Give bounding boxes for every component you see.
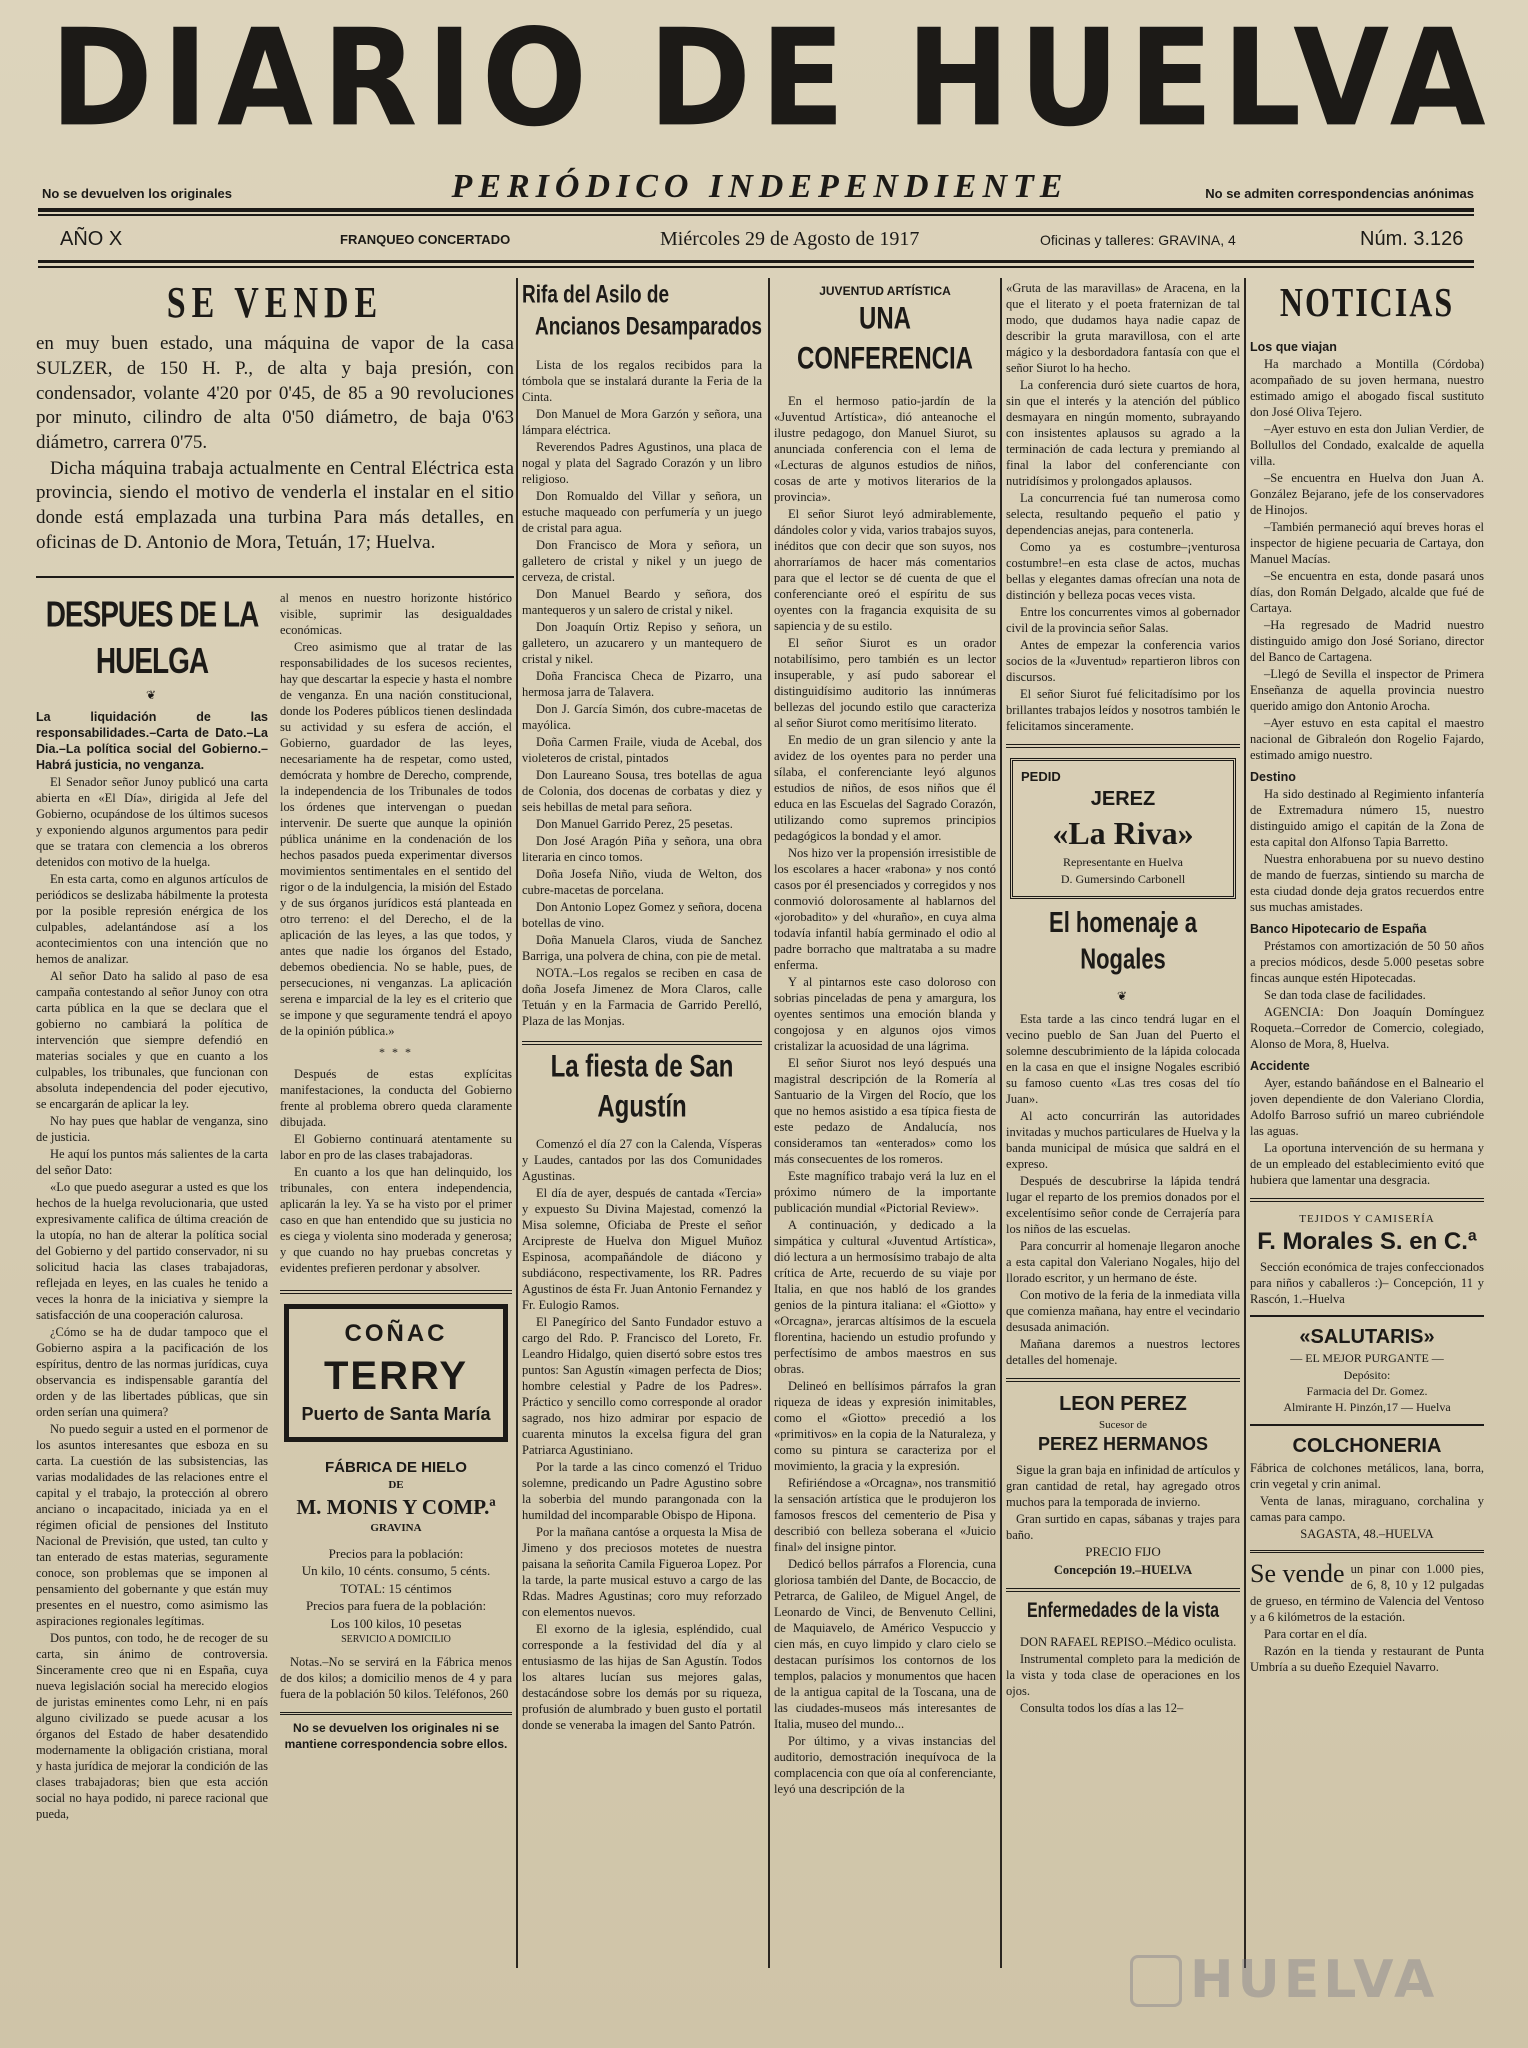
ad-line: Depósito: xyxy=(1343,1367,1391,1382)
ad-line: PRECIO FIJO xyxy=(1085,1544,1161,1560)
ad-line: Precios para la población: xyxy=(328,1545,464,1561)
paragraph: ¿Cómo se ha de dudar tampoco que el Gobierno aspira a la pacificación de los espíritus, dentro de las normas jurídicas, cuya observancia es indispensable garantía del orden y de las libertades públicas, que sin orden serían una quimera? xyxy=(36,1325,268,1420)
library-stamp-icon xyxy=(1130,1955,1182,2007)
paragraph: –Ayer estuvo en esta don Julian Verdier, de Bollullos del Condado, exalcalde de aquella villa. xyxy=(1250,421,1484,468)
paragraph: Doña Francisca Checa de Pizarro, una hermosa jarra de Talavera. xyxy=(522,668,762,699)
ad-text: un pinar con 1.000 pies, de 6, 8, 10 y 12 pulgadas de grueso, en término de Valencia del Ventoso y a 6 kilómetros de la estación. xyxy=(1250,1562,1484,1625)
paragraph: Consulta todos los días a las 12– xyxy=(1020,1701,1184,1716)
originals-note: No se devuelven los originales ni se mantiene correspondencia sobre ellos. xyxy=(284,1721,508,1751)
ad-line: LEON PEREZ xyxy=(1059,1392,1187,1415)
leon-perez-ad xyxy=(1006,1392,1240,1578)
paragraph: La conferencia duró siete cuartos de hora, sin que el interés y la atención del público desmayara en ningún momento, subrayando con insistentes aplausos su agrado a la terminación de cada lectura y premiando al final la labor del conferenciante con nutridísimos y prolongados aplausos. xyxy=(1006,378,1240,488)
ad-text: Venta de lanas, miraguano, corchalina y camas para campo. xyxy=(1250,1494,1484,1525)
paragraph: Por la tarde a las cinco comenzó el Triduo solemne, predicando un Padre Agustino sobre la soberbia del mundo parangonada con la humildad del incomparable Obispo de Hipona. xyxy=(522,1460,762,1523)
rifa-article xyxy=(522,280,762,1980)
fiesta-heading: La fiesta de San Agustín xyxy=(550,1048,734,1124)
paragraph: Don Laureano Sousa, tres botellas de agua de Colonia, dos docenas de corbatas y diez y seis hebillas de metal para señora. xyxy=(522,767,762,814)
paragraph: Delineó en bellísimos párrafos la gran riqueza de ideas y expresión inimitables, como el «Giotto» precedió a los «primitivos» en la copia de la Naturaleza, y como su pintura se caracteriza por el movimiento, la gracia y la expresión. xyxy=(774,1378,996,1473)
paragraph: –Se encuentra en Huelva don Juan A. González Bejarano, jefe de los conservadores de Hinojos. xyxy=(1250,470,1484,517)
ad-line: Sucesor de xyxy=(1099,1419,1147,1432)
franqueo: FRANQUEO CONCERTADO xyxy=(340,232,511,247)
paragraph: Se dan toda clase de facilidades. xyxy=(1264,987,1426,1002)
ad-line: COLCHONERIA xyxy=(1292,1434,1442,1457)
paragraph: El señor Siurot es un orador notabilísimo, pero también es un lector insuperable, y así pudo saborear el distinguidísimo auditorio las innúmeras bellezas del jocundo estilo que caracteriza al señor Siurot como meritísimo literato. xyxy=(774,635,996,730)
noticias-heading: NOTICIAS xyxy=(1279,280,1455,326)
se-vende-text: Dicha máquina trabaja actualmente en Central Eléctrica esta provincia, siendo el motivo de venderla el instalar en el sitio donde está emplazada una turbina Para más detalles, en oficinas de D. Antonio de Mora, Tetuán, 17; Huelva. xyxy=(36,457,514,553)
paragraph: DON RAFAEL REPISO.–Médico oculista. xyxy=(1020,1635,1237,1650)
paragraph: Don Antonio Lopez Gomez y señora, docena botellas de vino. xyxy=(522,899,762,930)
paragraph: Comenzó el día 27 con la Calenda, Vísperas y Laudes, cantados por las dos Comunidades Agustinas. xyxy=(522,1137,762,1184)
ad-line: Un kilo, 10 cénts. consumo, 5 cénts. xyxy=(301,1563,491,1579)
paragraph: Ayer, estando bañándose en el Balneario el joven dependiente de don Valeriano Clordia, Adolfo Barroso sufrió un mareo cubriéndole las aguas. xyxy=(1250,1075,1484,1138)
paragraph: Doña Josefa Niño, viuda de Welton, dos cubre-macetas de porcelana. xyxy=(522,866,762,897)
rule xyxy=(38,214,1474,216)
column-rule xyxy=(768,278,770,1968)
ad-line: Puerto de Santa María xyxy=(301,1404,491,1425)
paragraph: Este magnífico trabajo verá la luz en el próximo número de la importante publicación mundial «Pictorial Review». xyxy=(774,1168,996,1215)
huelga-article xyxy=(36,590,268,1970)
noticias-column xyxy=(1250,280,1484,1980)
paragraph: El Gobierno continuará atentamente su labor en pro de las clases trabajadoras. xyxy=(280,1132,512,1163)
paragraph: Doña Manuela Claros, viuda de Sanchez Barriga, una polvera de china, con pie de metal. xyxy=(522,932,762,963)
paragraph: Al señor Dato ha salido al paso de esa campaña contestando al señor Junoy con otra carta pública en la que se declara que el gobierno no cambiará la política de intervención que siempre defendió en materias sociales y que en cuanto a los culpables, los tribunales, que funcionan con absoluta independencia del poder ejecutivo, se encargarán de aplicar la ley. xyxy=(36,969,268,1112)
jerez-la-riva-ad xyxy=(1010,758,1236,899)
ad-line: PEDID xyxy=(1021,769,1061,784)
paragraph: –Llegó de Sevilla el inspector de Primera Enseñanza de aquella provincia nuestro querido amigo don Antonio Arocha. xyxy=(1250,666,1484,713)
ad-heading: Se vende xyxy=(1250,1559,1345,1589)
paragraph: El exorno de la iglesia, espléndido, cual corresponde a la festividad del día y al entusiasmo de las hijas de San Agustín. Todos los altares lucían sus mejores galas, destacándose sobre los demás por su riqueza, profusión de alumbrado y buen gusto el portatil donde se veneraba la imagen del Santo Patrón. xyxy=(522,1622,762,1733)
paragraph: AGENCIA: Don Joaquín Domínguez Roqueta.–Corredor de Comercio, colegiado, Alonso de Mora, 8, Huelva. xyxy=(1250,1004,1484,1051)
column-rule xyxy=(516,278,518,1968)
ad-line: M. MONIS Y COMP.ª xyxy=(296,1494,496,1519)
paragraph: «Gruta de las maravillas» de Aracena, en la que el literato y el poeta fraternizan de tal modo, que dudamos haya nadie capaz de describir la gruta maravillosa, con el arte mágico y la desbordadora fantasía con que el señor Siurot lo ha hecho. xyxy=(1006,281,1240,375)
paragraph: La concurrencia fué tan numerosa como selecta, resultando pequeño el patio y dependencias anejas, para contenerla. xyxy=(1006,491,1240,537)
paragraph: Don Manuel de Mora Garzón y señora, una lámpara eléctrica. xyxy=(522,406,762,437)
paragraph: Dedicó bellos párrafos a Florencia, cuna gloriosa también del Dante, de Bocaccio, de Petrarca, de Galileo, de Miguel Angel, de Leonardo de Vinci, de Benvenuto Cellini, de Maquiavelo, de Américo Vespuccio y cien más, en cuyo limpido y claro cielo se destacan purísimos los contornos de los templos, palacios y monumentos que hacen de la antigua capital de la Toscana, una de las ciudades-museos más interesantes de Italia, museo del mundo... xyxy=(774,1556,996,1731)
ornament: ❦ xyxy=(145,687,159,702)
ad-text: Para cortar en el día. xyxy=(1264,1627,1368,1642)
conferencia-article xyxy=(774,280,996,1980)
paragraph: Como ya es costumbre–¡venturosa costumbre!–en esta clase de actos, muchas bellas y elegantes damas ofrecían una nota de distinción y belleza pocas veces vista. xyxy=(1006,540,1240,602)
paragraph: Don Manuel Garrido Perez, 25 pesetas. xyxy=(536,816,733,831)
paragraph: Ha marchado a Montilla (Córdoba) acompañado de su joven hermana, nuestro estimado amigo el abogado fiscal sustituto don José Oliva Tejero. xyxy=(1250,356,1484,419)
rule xyxy=(38,266,1474,268)
ad-line: Precios para fuera de la población: xyxy=(305,1598,487,1614)
paragraph: Con motivo de la feria de la inmediata villa que comienza mañana, hay entre el vecindario desusada animación. xyxy=(1006,1287,1240,1334)
dateline xyxy=(40,226,1472,258)
ad-text: Fábrica de colchones metálicos, lana, borra, crin vegetal y crin animal. xyxy=(1250,1461,1484,1492)
conferencia-continuation xyxy=(1006,280,1240,1980)
paragraph: Doña Carmen Fraile, viuda de Acebal, dos violeteros de cristal, pintados xyxy=(522,734,762,765)
ad-line: COÑAC xyxy=(344,1320,448,1348)
offices: Oficinas y talleres: GRAVINA, 4 xyxy=(1040,232,1236,248)
homenaje-heading: El homenaje a Nogales xyxy=(1049,905,1197,975)
paragraph: NOTA.–Los regalos se reciben en casa de doña Josefa Jimenez de Mora Claros, calle Tetuán y en la Farmacia de Garrido Perelló, Plaza de las Monjas. xyxy=(522,965,762,1028)
ad-line: Concepción 19.–HUELVA xyxy=(1053,1562,1193,1577)
paragraph: El Panegírico del Santo Fundador estuvo a cargo del Rdo. P. Francisco del Loreto, Fr. Leandro Hidalgo, quien disertó sobre estos tres puntos: San Agustín «imagen perfecta de Dios; hombre celestial y Padre de los Padres». Práctico y sencillo como corresponde al orador sagrado, nos hizo admirar por espacio de cuarenta minutos la excelsa figura del gran Patriarca Agustiniano. xyxy=(522,1315,762,1458)
huelga-heading: DESPUES DE LA HUELGA xyxy=(45,593,259,681)
paragraph: Instrumental completo para la medición de la vista y toda clase de operaciones en los ojos. xyxy=(1006,1652,1240,1699)
ornament: ❦ xyxy=(1116,989,1130,1004)
paragraph: Después de descubrirse la lápida tendrá lugar el reparto de los premios donados por el excelentísimo señor conde de Cerrajería para los niños de las escuelas. xyxy=(1006,1173,1240,1236)
ad-line: «SALUTARIS» xyxy=(1299,1325,1435,1348)
paragraph: Don J. García Simón, dos cubre-macetas de mayólica. xyxy=(522,701,762,732)
paragraph: –Se encuentra en esta, donde pasará unos días, don Román Delgado, alcalde que fué de Cartaya. xyxy=(1250,568,1484,615)
ad-line: SAGASTA, 48.–HUELVA xyxy=(1300,1527,1434,1542)
se-vende-ad xyxy=(36,282,514,582)
paragraph: Reverendos Padres Agustinos, una placa de nogal y plata del Sagrado Corazón y un libro religioso. xyxy=(522,439,762,486)
year: AÑO X xyxy=(60,228,123,250)
paragraph: Y al pintarnos este caso doloroso con sobrias pinceladas de pena y amargura, los oyentes sentimos una emoción blanda y congojosa y en algunos ojos vimos cristalizar la acuosidad de una lágrima. xyxy=(774,974,996,1053)
paragraph: al menos en nuestro horizonte histórico visible, suprimir las desigualdades económicas. xyxy=(280,591,512,637)
masthead-title: DIARIO DE HUELVA xyxy=(50,1,1495,157)
paragraph: La oportuna intervención de su hermana y de un empleado del establecimiento evitó que hubiera que lamentar una desgracia. xyxy=(1250,1140,1484,1187)
paragraph: Don Joaquín Ortiz Repiso y señora, un galletero, un azucarero y un mantequero de cristal y nikel. xyxy=(522,619,762,666)
masthead-note-right: No se admiten correspondencias anónimas xyxy=(1205,186,1474,201)
rule xyxy=(38,208,1474,212)
rule xyxy=(36,576,514,578)
section-heading: Destino xyxy=(1250,769,1296,784)
paragraph: El día de ayer, después de cantada «Tercia» y expuesto Su Divina Majestad, comenzó la Misa solemne, Oficiaba de Preste el señor Arcipreste de Huelva don Miguel Muñoz Espinosa, acompañándole de diácono y subdiácono, respectivamente, los RR. Padres Agustinos de ésta Fr. Juan Antonio Fernandez y Fr. Eulogio Ramos. xyxy=(522,1186,762,1313)
rule xyxy=(38,260,1474,263)
paragraph: Mañana daremos a nuestros lectores detalles del homenaje. xyxy=(1006,1336,1240,1367)
paragraph: Dos puntos, con todo, he de recoger de su carta, sin ánimo de controversia. Sinceramente creo que ni en España, cuya nueva legislación social ha merecido elogios de juristas eminentes como Lehr, ni en país alguno civilizado se puede acusar a los órganos del Estado de haber desatendido modernamente la obligación cristiana, moral y hasta jurídica de mejorar la condición de las clases trabajadoras; bien que esta acción social no haya podido, ni parece racional que pueda, xyxy=(36,1631,268,1822)
section-heading: Accidente xyxy=(1250,1058,1310,1073)
conac-terry-ad xyxy=(284,1304,508,1442)
watermark-stamp: HUELVA xyxy=(1190,1950,1439,2010)
huelga-continuation xyxy=(280,590,512,1970)
section-heading: Banco Hipotecario de España xyxy=(1250,921,1427,936)
paragraph: –Ayer estuvo en esta capital el maestro nacional de Gibraleón don Rogelio Fajardo, estimado amigo nuestro. xyxy=(1250,715,1484,762)
conferencia-kicker: JUVENTUD ARTÍSTICA xyxy=(819,284,951,298)
paragraph: Al acto concurrirán las autoridades invitadas y muchos particulares de Huelva y la banda municipal de música que saldrá en el expreso. xyxy=(1006,1108,1240,1171)
paragraph: Entre los concurrentes vimos al gobernador civil de la provincia señor Salas. xyxy=(1006,605,1240,635)
ad-line: PEREZ HERMANOS xyxy=(1037,1434,1208,1455)
enfermedades-heading: Enfermedades de la vista xyxy=(1026,1600,1220,1623)
ad-line: F. Morales S. en C.ª xyxy=(1257,1228,1477,1256)
paragraph: No hay pues que hablar de venganza, sino de justicia. xyxy=(36,1114,268,1145)
ad-line: TEJIDOS Y CAMISERÍA xyxy=(1299,1212,1435,1225)
paragraph: Refiriéndose a «Orcagna», nos transmitió la sensación artística que le produjeron los famosos frescos del cementerio de Pisa y describió con belleza soberana el «Juicio final» del insigne pintor. xyxy=(774,1475,996,1554)
se-vende-pinar-ad xyxy=(1250,1561,1484,1675)
paragraph: «Lo que puedo asegurar a usted es que los hechos de la huelga revolucionaria, que usted expresivamente califica de última creación de la utopía, no han de alterar la política social del Gobierno y del partido conservador, ni su solicitud hacia las clases trabajadoras, reflejada en leyes, en las cuales he tenido a veces la honra de la iniciativa y siempre la satisfacción de una cooperación calurosa. xyxy=(36,1180,268,1323)
ad-line: TOTAL: 15 céntimos xyxy=(340,1580,452,1596)
paragraph: No puedo seguir a usted en el pormenor de los asuntos interesantes que esboza en su carta. La cuestión de las subsistencias, las varias modalidades de las relaciones entre el capital y el trabajo, la protección al obrero anciano o incapacitado, iniciada ya en el régimen oficial de pensiones del Instituto Nacional de Previsión, que usted, tan culto y tan enterado de estas materias, seguramente conoce, son problemas que se imponen al pensamiento del gobernante y que están muy presentes en el nuestro, como asimismo las aspiraciones regionales legítimas. xyxy=(36,1422,268,1629)
ad-text: Razón en la tienda y restaurant de Punta Umbría a su dueño Ezequiel Navarro. xyxy=(1250,1644,1484,1675)
paragraph: Don José Aragón Piña y señora, una obra literaria en cinco tomos. xyxy=(522,833,762,864)
stars: * * * xyxy=(379,1045,413,1059)
paragraph: Creo asimismo que al tratar de las responsabilidades de los sucesos recientes, hay que descartar la especie y hasta el nombre de venganza. En una nación constitucional, donde los Poderes públicos tienen deslindada su actividad y su esfera de acción, el Gobierno, guardador de las leyes, necesariamente ha de respetar, como usted, demócrata y hombre de Derecho, comprende, la independencia de los Tribunales de todos los órdenes que intervengan o puedan intervenir. De suerte que aunque la opinión pública unánime en la condenación de los hechos pasados pueda experimentar diversos movimientos sentimentales en el sentido del rigor o de la indulgencia, la misión del Estado y de sus órganos jurídicos está planteada en otro terreno: el del Derecho, el de la aplicación de las leyes, a las que todos, y antes que nadie los órganos del Estado, debemos obediencia. No se hable, pues, de persecuciones, ni venganzas. La aplicación serena e imparcial de la ley es el criterio que se impone y que seguramente tendrá el apoyo de la opinión pública.» xyxy=(280,640,512,1038)
fabrica-hielo-ad xyxy=(280,1458,512,1702)
ad-note: Notas.–No se servirá en la Fábrica menos de dos kilos; a domicilio menos de 4 y para fuera de la población 50 kilos. Teléfonos, 260 xyxy=(280,1655,512,1702)
ad-line: GRAVINA xyxy=(370,1522,422,1535)
ad-line: — EL MEJOR PURGANTE — xyxy=(1290,1351,1444,1366)
date: Miércoles 29 de Agosto de 1917 xyxy=(660,228,920,250)
paragraph: El señor Siurot leyó admirablemente, dándoles color y vida, varios trabajos suyos, inéditos que con decir que son suyos, nos ahorraríamos de hacer más comentarios para que el lector se dé cuenta de que el conferenciante oreó el espíritu de sus oyentes con la fragancia exquisita de su sapiencia y de su estilo. xyxy=(774,506,996,633)
paragraph: Por último, y a vivas instancias del auditorio, demostración inequívoca de la complacencia con que oía al conferenciante, leyó una descripción de la xyxy=(774,1733,996,1796)
column-rule xyxy=(1244,278,1246,1968)
ad-line: Almirante H. Pinzón,17 — Huelva xyxy=(1283,1400,1451,1415)
paragraph: Esta tarde a las cinco tendrá lugar en el vecino pueblo de San Juan del Puerto el solemne descubrimiento de la lápida colocada en la casa en que el insigne Nogales escribió su famoso cuento «Las tres cosas del tío Juan». xyxy=(1006,1011,1240,1106)
paragraph: En el hermoso patio-jardín de la «Juventud Artística», dió anteanoche el ilustre pedagogo, don Manuel Siurot, su anunciada conferencia con el lema de «Lecturas de algunos estudios de niños, cosas de arte y motivos literarios de la provincia». xyxy=(774,393,996,504)
paragraph: El señor Siurot fué felicitadísimo por los brillantes trabajos leídos y nosotros también le felicitamos sinceramente. xyxy=(1006,687,1240,733)
rifa-heading: Ancianos Desamparados xyxy=(534,313,762,342)
paragraph: Antes de empezar la conferencia varios socios de la «Juventud» repartieron libros con discursos. xyxy=(1006,638,1240,684)
issue-number: Núm. 3.126 xyxy=(1360,228,1464,250)
morales-ad xyxy=(1250,1212,1484,1307)
ad-line: Farmacia del Dr. Gomez. xyxy=(1306,1384,1428,1399)
paragraph: He aquí los puntos más salientes de la carta del señor Dato: xyxy=(36,1147,268,1178)
ad-line: DE xyxy=(388,1479,404,1492)
ad-line: D. Gumersindo Carbonell xyxy=(1060,871,1186,886)
paragraph: –También permaneció aquí breves horas el inspector de higiene pecuaria de Cartaya, don Manuel Macías. xyxy=(1250,519,1484,566)
masthead-subtitle: PERIÓDICO INDEPENDIENTE xyxy=(451,168,1069,205)
paragraph: En esta carta, como en algunos artículos de periódicos se deslizaba hábilmente la protesta por la posible represión enérgica de los culpables, adelantándose así a los acontecimientos con una intención que no hemos de analizar. xyxy=(36,872,268,967)
paragraph: Nuestra enhorabuena por su nuevo destino de mando de fuerzas, sintiendo su marcha de esta ciudad donde deja gratos recuerdos entre sus muchas amistades. xyxy=(1250,851,1484,914)
paragraph: Para concurrir al homenaje llegaron anoche a esta capital don Valeriano Nogales, hijo del llorado escritor, y un hermano de éste. xyxy=(1006,1238,1240,1285)
ad-line: Representante en Huelva xyxy=(1063,855,1183,870)
paragraph: Lista de los regalos recibidos para la tómbola que se instalará durante la Feria de la Cinta. xyxy=(522,357,762,404)
paragraph: En medio de un gran silencio y ante la avidez de los oyentes para no perder una sílaba, el conferenciante leyó algunos estudios de niños, de esos niños que él educa en las Escuelas del Sagrado Corazón, utilizando como supremos principios pedagógicos la bondad y el amor. xyxy=(774,732,996,843)
paragraph: Nos hizo ver la propensión irresistible de los escolares a hacer «rabona» y nos contó casos por él presenciados y corregidos y nos conmovió dolorosamente al hablarnos del «jorobadito» y del «huraño», en cuya alma todavía infantil había germinado el odio al padre borracho que maltrataba a su madre enferma. xyxy=(774,845,996,972)
paragraph: Préstamos con amortización de 50 50 años a precios módicos, desde 5.000 pesetas sobre fincas aunque estén Hipotecadas. xyxy=(1250,938,1484,985)
se-vende-heading: SE VENDE xyxy=(166,282,384,328)
paragraph: Después de estas explícitas manifestaciones, la conducta del Gobierno frente al problema obrero queda claramente dibujada. xyxy=(280,1067,512,1130)
ad-line: Los 100 kilos, 10 pesetas xyxy=(330,1616,462,1632)
paragraph: El Senador señor Junoy publicó una carta abierta en «El Día», dirigida al Jefe del Gobierno, ocupándose de los últimos sucesos y exponiendo algunos argumentos para pedir que se tratara con clemencia a los obreros detenidos con motivo de la huelga. xyxy=(36,775,268,870)
huelga-summary: La liquidación de las responsabilidades.–Carta de Dato.–La Dia.–La política social del Gobierno.–Habrá justicia, no venganza. xyxy=(36,710,268,773)
ad-text: Gran surtido en capas, sábanas y trajes para baño. xyxy=(1006,1512,1240,1543)
conferencia-heading: UNA CONFERENCIA xyxy=(796,301,973,377)
paragraph: Por la mañana cantóse a orquesta la Misa de Jimeno y dos preciosos motetes de nuestra paisana la señorita Camila Figueroa Lopez. Por la tarde, la parte musical estuvo a cargo de las Rdas. Madres Agustinas; coro muy reforzado con elementos nuevos. xyxy=(522,1525,762,1620)
paragraph: Don Romualdo del Villar y señora, un estuche maqueado con perfumería y un juego de cristal para agua. xyxy=(522,488,762,535)
paragraph: –Ha regresado de Madrid nuestro distinguido amigo don José Soriano, director del Banco de Cartagena. xyxy=(1250,617,1484,664)
masthead-note-left: No se devuelven los originales xyxy=(42,186,233,201)
paragraph: Ha sido destinado al Regimiento infantería de Extremadura número 15, nuestro distinguido amigo el capitán de la Zona de esta capital don Alfonso Tapia Barretto. xyxy=(1250,786,1484,849)
paragraph: En cuanto a los que han delinquido, los tribunales, con entera independencia, aplicarán la ley. Ya se ha visto por el primer caso en que han entendido que su justicia no es ciega y violenta sino moderada y generosa; y que cuando no hay pruebas concretas y evidentes prefieren perdonar y absolver. xyxy=(280,1165,512,1276)
salutaris-ad xyxy=(1250,1325,1484,1416)
paragraph: El señor Siurot nos leyó después una magistral descripción de la Romería al Santuario de la Virgen del Rocío, que los que no hemos asistido a esa típica fiesta de este pedazo de Andalucía, nos consideramos tan «enterados» como los más consecuentes de los romeros. xyxy=(774,1055,996,1166)
rifa-heading: Rifa del Asilo de xyxy=(522,281,670,309)
ad-text: Sigue la gran baja en infinidad de artículos y gran cantidad de retal, hay agregado otros muchos para la temporada de invierno. xyxy=(1006,1463,1240,1510)
ad-text: Sección económica de trajes confeccionados para niños y caballeros :)– Concepción, 11 y Rascón, 1.–Huelva xyxy=(1250,1259,1484,1306)
section-heading: Los que viajan xyxy=(1250,339,1337,354)
se-vende-text: en muy buen estado, una máquina de vapor de la casa SULZER, de 150 H. P., de alta y baja presión, con condensador, volante 4'20 por 0'45, de 85 a 90 revoluciones por minuto, cilindro de alta 0'50 diámetro, de baja 0'63 diámetro, carrera 0'75. xyxy=(36,333,514,453)
ad-line: FÁBRICA DE HIELO xyxy=(325,1459,467,1477)
paragraph: Don Manuel Beardo y señora, dos mantequeros y un salero de cristal y nikel. xyxy=(522,586,762,617)
ad-line: SERVICIO A DOMICILIO xyxy=(341,1633,451,1645)
ad-line: «La Riva» xyxy=(1052,815,1194,852)
paragraph: A continuación, y dedicado a la simpática y cultural «Juventud Artística», dió lectura a un hermosísimo trabajo de alta crítica de Arte, recuerdo de su viaje por Italia, en que nos habló de los grandes genios de la pintura italiana: el «Giotto» y «Orcagna», jerarcas altísimos de la escuela florentina, haciendo un estudio profundo y perfectísimo de ambos maestros en sus obras. xyxy=(774,1217,996,1376)
column-rule xyxy=(1000,278,1002,1968)
ad-line: TERRY xyxy=(323,1354,469,1399)
ad-line: JEREZ xyxy=(1090,787,1156,810)
colchoneria-ad xyxy=(1250,1434,1484,1543)
paragraph: Don Francisco de Mora y señora, un galletero de cristal y nikel y un juego de cerveza, de cristal. xyxy=(522,537,762,584)
